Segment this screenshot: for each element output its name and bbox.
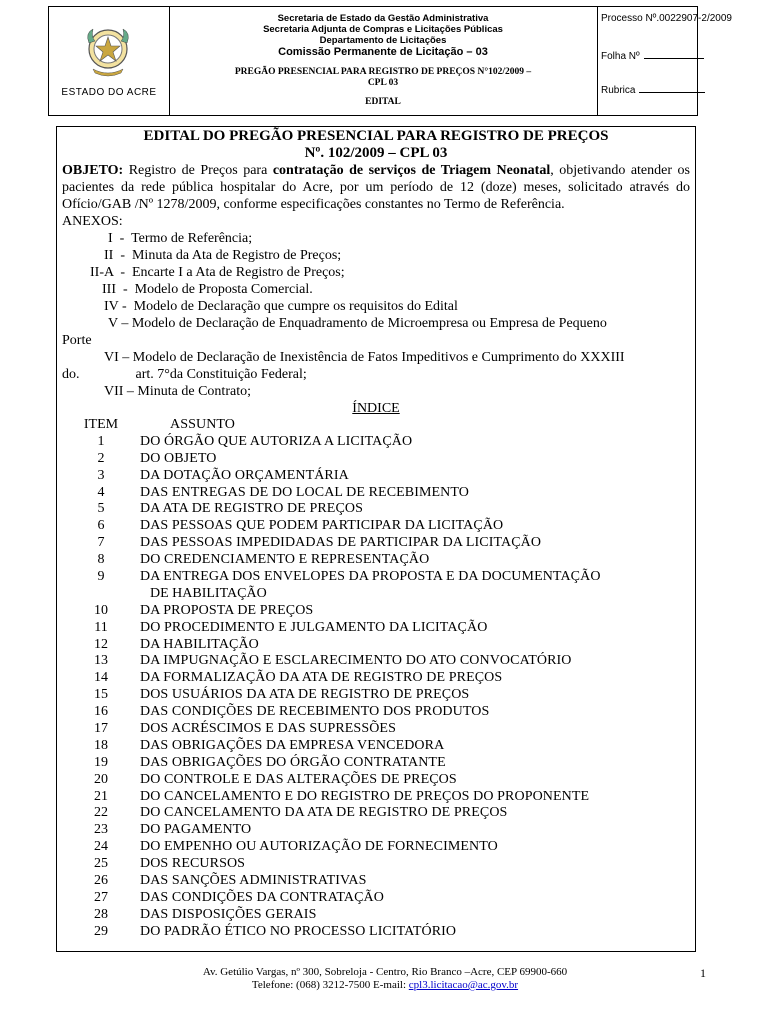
index-row [62,637,690,654]
index-item-number: 16 [94,704,108,720]
anexo-item: do. art. 7°da Constituição Federal; [62,367,307,382]
index-item-subject: DO PAGAMENTO [140,822,252,838]
anexos-label: ANEXOS: [62,214,123,229]
index-item-subject: DAS PESSOAS QUE PODEM PARTICIPAR DA LICITAÇÃO [140,518,504,534]
index-row [62,451,690,468]
index-item-number: 21 [94,788,108,804]
index-item-number: 2 [97,450,105,466]
index-item-subject: DA DOTAÇÃO ORÇAMENTÁRIA [140,467,349,483]
footer-email-link[interactable]: cpl3.licitacao@ac.gov.br [408,979,519,991]
anexo-item: IV - Modelo de Declaração que cumpre os requisitos do Edital [104,299,458,314]
index-item-subject: DO CONTROLE E DAS ALTERAÇÕES DE PREÇOS [140,771,457,787]
objeto-highlight: contratação de serviços de Triagem Neonatal [272,163,551,178]
index-item-number: 27 [94,889,108,905]
rubrica-field [601,83,705,96]
page-footer [0,966,770,992]
index-list [62,434,690,941]
edital-label: EDITAL [365,97,401,107]
index-row [62,738,690,755]
index-item-subject: DAS OBRIGAÇÕES DA EMPRESA VENCEDORA [140,737,445,753]
anexos-list [62,230,690,400]
index-row [62,839,690,856]
footer-phone: Telefone: (068) 3212-7500 E-mail: [251,979,409,991]
index-row [62,569,690,586]
index-item-subject: DAS SANÇÕES ADMINISTRATIVAS [140,873,367,889]
index-row [62,704,690,721]
anexo-item: V – Modelo de Declaração de Enquadramento de Microempresa ou Empresa de Pequeno [108,316,607,331]
index-item-subject: DAS OBRIGAÇÕES DO ÓRGÃO CONTRATANTE [140,754,446,770]
assunto-column-header: ASSUNTO [170,417,236,432]
index-row-continuation: DE HABILITAÇÃO [150,585,267,601]
index-item-number: 6 [97,518,105,534]
index-item-subject: DO EMPENHO OU AUTORIZAÇÃO DE FORNECIMENTO [140,839,498,855]
anexo-item: Porte [62,333,92,348]
index-row [62,805,690,822]
anexo-item: I - Termo de Referência; [108,231,253,246]
index-item-number: 9 [97,569,105,585]
index-item-subject: DAS PESSOAS IMPEDIDADAS DE PARTICIPAR DA LICITAÇÃO [140,535,542,551]
doc-title-1: EDITAL DO PREGÃO PRESENCIAL PARA REGISTRO DE PREÇOS [143,128,609,144]
index-item-subject: DAS ENTREGAS DE DO LOCAL DE RECEBIMENTO [140,484,470,500]
index-item-subject: DO PADRÃO ÉTICO NO PROCESSO LICITATÓRIO [140,923,457,939]
index-row [62,873,690,890]
index-item-number: 1 [97,433,105,449]
index-item-subject: DOS USUÁRIOS DA ATA DE REGISTRO DE PREÇOS [140,687,470,703]
index-item-subject: DO CREDENCIAMENTO E REPRESENTAÇÃO [140,552,430,568]
document-header [48,6,732,116]
index-item-number: 29 [94,923,108,939]
index-row [62,822,690,839]
indice-heading: ÍNDICE [352,401,400,416]
index-row [62,755,690,772]
index-row [62,670,690,687]
index-row [62,501,690,518]
index-item-subject: DA PROPOSTA DE PREÇOS [140,602,314,618]
index-row [62,603,690,620]
folha-line [644,49,704,59]
index-item-number: 23 [94,822,108,838]
index-header-row [62,417,690,434]
index-row [62,468,690,485]
footer-address: Av. Getúlio Vargas, nº 300, Sobreloja - Centro, Rio Branco –Acre, CEP 69900-660 [202,966,568,978]
index-item-number: 24 [94,839,108,855]
index-item-subject: DAS DISPOSIÇÕES GERAIS [140,906,317,922]
index-item-number: 26 [94,873,108,889]
org-line-1: Secretaria de Estado da Gestão Administrativa [277,13,489,24]
item-column-header: ITEM [83,417,119,432]
index-row [62,890,690,907]
header-title-cell [169,7,598,115]
estado-label: ESTADO DO ACRE [61,87,157,98]
objeto-label: OBJETO: [62,163,124,178]
index-item-subject: DA ATA DE REGISTRO DE PREÇOS [140,501,363,517]
processo-number: Processo Nº.0022907-2/2009 [601,13,732,24]
index-row [62,687,690,704]
index-row [62,789,690,806]
objeto-text-1: Registro de Preços para [123,163,273,178]
index-item-number: 25 [94,856,108,872]
header-process-cell [597,7,732,115]
index-item-subject: DAS CONDIÇÕES DA CONTRATAÇÃO [140,889,384,905]
index-item-number: 28 [94,906,108,922]
index-item-subject: DO ÓRGÃO QUE AUTORIZA A LICITAÇÃO [140,433,413,449]
folha-field [601,49,704,62]
index-row [62,907,690,924]
anexo-item: III - Modelo de Proposta Comercial. [102,282,313,297]
index-item-number: 22 [94,805,108,821]
folha-label: Folha Nº [601,51,640,62]
index-item-subject: DOS ACRÉSCIMOS E DAS SUPRESSÕES [140,721,396,737]
index-item-subject: DO CANCELAMENTO DA ATA DE REGISTRO DE PREÇOS [140,805,508,821]
index-item-number: 13 [94,653,108,669]
anexo-item: VII – Minuta de Contrato; [104,384,251,399]
index-row [62,721,690,738]
index-item-number: 20 [94,771,108,787]
anexo-item: II-A - Encarte I a Ata de Registro de Preços; [90,265,345,280]
index-row [62,552,690,569]
index-item-number: 10 [94,602,108,618]
page-number: 1 [700,966,706,980]
index-row [62,856,690,873]
index-row [62,535,690,552]
index-item-subject: DA ENTREGA DOS ENVELOPES DA PROPOSTA E DA DOCUMENTAÇÃO [140,569,601,585]
rubrica-line [639,83,705,93]
org-line-4: Comissão Permanente de Licitação – 03 [278,46,488,58]
index-row [62,924,690,941]
cpl-line: CPL 03 [367,78,399,88]
index-row [62,620,690,637]
state-seal-icon [83,25,133,77]
index-row [62,772,690,789]
footer-contact [0,979,770,992]
header-logo-cell [49,7,170,115]
org-line-3: Departamento de Licitações [319,35,447,46]
index-item-subject: DA IMPUGNAÇÃO E ESCLARECIMENTO DO ATO CONVOCATÓRIO [140,653,572,669]
index-row [62,518,690,535]
index-item-subject: DO OBJETO [140,450,217,466]
index-item-number: 5 [97,501,105,517]
index-item-number: 3 [97,467,105,483]
index-item-number: 12 [94,636,108,652]
index-row [62,653,690,670]
anexo-item: VI – Modelo de Declaração de Inexistência de Fatos Impeditivos e Cumprimento do XXXIII [104,350,625,365]
index-item-number: 8 [97,552,105,568]
objeto-text-2: , objetivando atender os pacientes da rede pública hospitalar do Acre, por um período de 12 (doze) meses, solicitado através do Ofício/GAB /Nº 1278/2009, conforme especificações constantes no Termo de Referência. [62,163,690,212]
document-content [62,128,690,941]
index-item-number: 18 [94,737,108,753]
pregao-line: PREGÃO PRESENCIAL PARA REGISTRO DE PREÇOS N°102/2009 – [234,67,532,77]
index-item-number: 7 [97,535,105,551]
index-item-number: 4 [97,484,105,500]
index-item-subject: DO PROCEDIMENTO E JULGAMENTO DA LICITAÇÃO [140,619,488,635]
org-line-2: Secretaria Adjunta de Compras e Licitações Públicas [263,24,503,35]
objeto-paragraph [62,162,690,213]
anexo-item: II - Minuta da Ata de Registro de Preços; [104,248,342,263]
index-item-number: 15 [94,687,108,703]
index-item-number: 17 [94,721,108,737]
index-item-number: 11 [94,619,108,635]
index-item-number: 19 [94,754,108,770]
index-item-subject: DO CANCELAMENTO E DO REGISTRO DE PREÇOS DO PROPONENTE [140,788,590,804]
index-item-subject: DOS RECURSOS [140,856,246,872]
index-row [62,485,690,502]
index-item-number: 14 [94,670,108,686]
index-item-subject: DAS CONDIÇÕES DE RECEBIMENTO DOS PRODUTOS [140,704,490,720]
doc-title-2: Nº. 102/2009 – CPL 03 [304,145,448,161]
index-item-subject: DA FORMALIZAÇÃO DA ATA DE REGISTRO DE PREÇOS [140,670,503,686]
index-row [62,434,690,451]
index-item-subject: DA HABILITAÇÃO [140,636,259,652]
rubrica-label: Rubrica [601,85,636,96]
